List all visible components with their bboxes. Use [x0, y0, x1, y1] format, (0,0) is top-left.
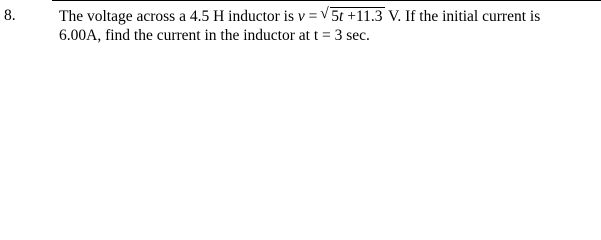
question-text-start: The voltage across a 4.5 H inductor is	[59, 8, 298, 25]
radicand	[330, 7, 384, 25]
question-text-end: V. If the initial current is	[384, 8, 541, 25]
equals-sign: =	[304, 8, 322, 25]
radicand-constant: +11.3	[343, 8, 383, 25]
square-root-symbol: √	[320, 5, 329, 22]
voltage-variable: v	[297, 8, 305, 25]
question-number: 8.	[4, 7, 16, 24]
square-root-expression	[321, 7, 384, 26]
radicand-coefficient: 5	[331, 8, 340, 25]
question-text-line-2: 6.00A, find the current in the inductor at t = 3 sec.	[59, 27, 370, 44]
top-rule	[52, 0, 601, 1]
radicand-variable: t	[339, 8, 344, 25]
question-text-line-1	[59, 7, 540, 26]
